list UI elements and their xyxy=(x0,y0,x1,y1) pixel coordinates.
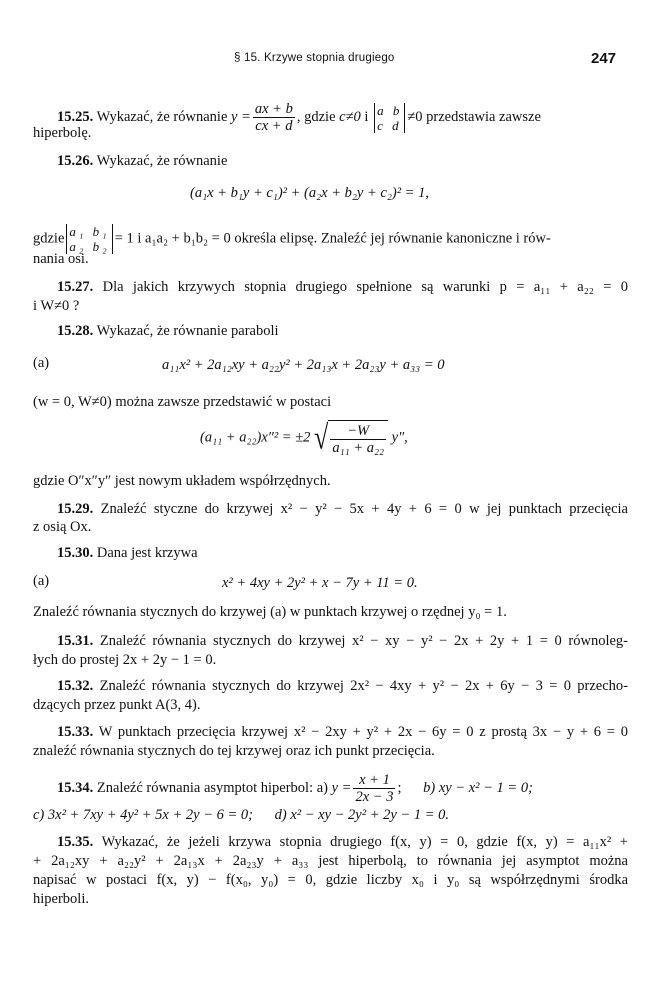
problem-15-30-line-1: 15.30. Dana jest krzywa xyxy=(57,545,198,561)
problem-15-26-line-1: 15.26. Wykazać, że równanie xyxy=(57,153,228,169)
problem-15-34-line-2: c) 3x² + 7xy + 4y² + 5x + 2y − 6 = 0; d) x² − xy − 2y² + 2y − 1 = 0. xyxy=(33,807,450,823)
determinant: a b c d xyxy=(374,103,405,133)
problem-15-29-line-1: 15.29. Znaleźć styczne do krzywej x² − y² − 5x + 4y + 6 = 0 w jej punktach przecięcia xyxy=(57,501,628,517)
equation: (a₁x + b₁y + c₁)² + (a₂x + b₂y + c₂)² = 1, xyxy=(190,185,429,201)
problem-15-35-line-3: napisać w postaci f(x, y) − f(x₀, y₀) = 0, gdzie liczby x₀ i y₀ są współrzędnymi środka xyxy=(33,872,628,888)
problem-15-29-line-2: z osią Ox. xyxy=(33,519,92,535)
problem-15-26-line-2: gdzie a₁ b₁ a₂ b₂ = 1 i a₁a₂ + b₁b₂ = 0 określa elipsę. Znaleźć jej równanie kanoniczne i rów- xyxy=(33,224,551,254)
square-root: √ $\frac{-W}{\text{a₁₁ + a₂₂}}$ xyxy=(314,420,388,456)
problem-15-34-line-1: 15.34. Znaleźć równania asymptot hiperbol: a) y = $\frac{x + 1}{2x - 3}$ ; b) xy − x² − 1 = 0; xyxy=(57,772,533,806)
equation: a₁₁x² + 2a₁₂xy + a₂₂y² + 2a₁₃x + 2a₂₃y + a₃₃ = 0 xyxy=(162,357,445,373)
problem-15-31-line-1: 15.31. Znaleźć równania stycznych do krzywej x² − xy − y² − 2x + 2y + 1 = 0 równoleg- xyxy=(57,633,628,649)
equation: x² + 4xy + 2y² + x − 7y + 11 = 0. xyxy=(222,575,418,591)
problem-number: 15.33. xyxy=(57,724,94,740)
problem-15-28-line-1: 15.28. Wykazać, że równanie paraboli xyxy=(57,323,279,339)
equation-label: (a) xyxy=(33,573,50,589)
problem-15-32-line-1: 15.32. Znaleźć równania stycznych do krzywej 2x² − 4xy + y² − 2x + 6y − 3 = 0 przecho- xyxy=(57,678,629,694)
problem-15-30-line-2: Znaleźć równania stycznych do krzywej (a) w punktach krzywej o rzędnej y₀ = 1. xyxy=(33,604,507,620)
problem-15-32-line-2: dzących przez punkt A(3, 4). xyxy=(33,697,201,713)
problem-number: 15.27. xyxy=(57,279,94,295)
problem-15-35-line-2: + 2a₁₂xy + a₂₂y² + 2a₁₃x + 2a₂₃y + a₃₃ jest hiperbolą, to równania jej asymptot można xyxy=(33,853,628,869)
problem-number: 15.35. xyxy=(57,834,94,850)
determinant: a₁ b₁ a₂ b₂ xyxy=(66,224,112,254)
problem-number: 15.26. xyxy=(57,153,94,169)
fraction: $\frac{x + 1}{2x - 3}$ xyxy=(355,772,394,806)
problem-15-25-line-2: hiperbolę. xyxy=(33,125,92,141)
page-number: 247 xyxy=(591,50,617,67)
equation-label: (a) xyxy=(33,355,50,371)
problem-number: 15.34. xyxy=(57,780,94,796)
problem-15-31-line-2: łych do prostej 2x + 2y − 1 = 0. xyxy=(33,652,217,668)
problem-15-26-line-3: nania osi. xyxy=(33,251,89,267)
problem-number: 15.32. xyxy=(57,678,94,694)
fraction: $\frac{ax + b}{cx + d}$ xyxy=(254,101,293,134)
problem-15-28-line-3: gdzie O″x″y″ jest nowym układem współrzędnych. xyxy=(33,473,331,489)
problem-15-28-line-2: (w = 0, W≠0) można zawsze przedstawić w postaci xyxy=(33,394,332,410)
problem-15-33-line-2: znaleźć równania stycznych do tej krzywej oraz ich punkt przecięcia. xyxy=(33,743,435,759)
problem-number: 15.30. xyxy=(57,545,94,561)
problem-15-27-line-2: i W≠0 ? xyxy=(33,298,80,314)
problem-15-35-line-4: hiperboli. xyxy=(33,891,89,907)
problem-15-25-line-1: 15.25. Wykazać, że równanie y = $\frac{ax + b}{cx + d}$ , gdzie c≠0 i a b c d ≠0 przedstawia zawsze xyxy=(57,101,541,134)
running-header xyxy=(0,52,672,74)
problem-number: 15.28. xyxy=(57,323,94,339)
problem-number: 15.25. xyxy=(57,108,94,125)
problem-15-27-line-1: 15.27. Dla jakich krzywych stopnia drugiego spełnione są warunki p = a₁₁ + a₂₂ = 0 xyxy=(57,279,628,295)
equation: (a₁₁ + a₂₂)x″² = ±2 √ $\frac{-W}{\text{a₁₁ + a₂₂}}$ y″, xyxy=(200,418,408,457)
problem-15-35-line-1: 15.35. Wykazać, że jeżeli krzywa stopnia drugiego f(x, y) = 0, gdzie f(x, y) = a₁₁x² + xyxy=(57,834,628,850)
problem-number: 15.31. xyxy=(57,633,94,649)
section-title: § 15. Krzywe stopnia drugiego xyxy=(234,52,395,64)
problem-number: 15.29. xyxy=(57,501,94,517)
problem-15-33-line-1: 15.33. W punktach przecięcia krzywej x² − 2xy + y² + 2x − 6y = 0 z prostą 3x − y + 6 = 0 xyxy=(57,724,628,740)
